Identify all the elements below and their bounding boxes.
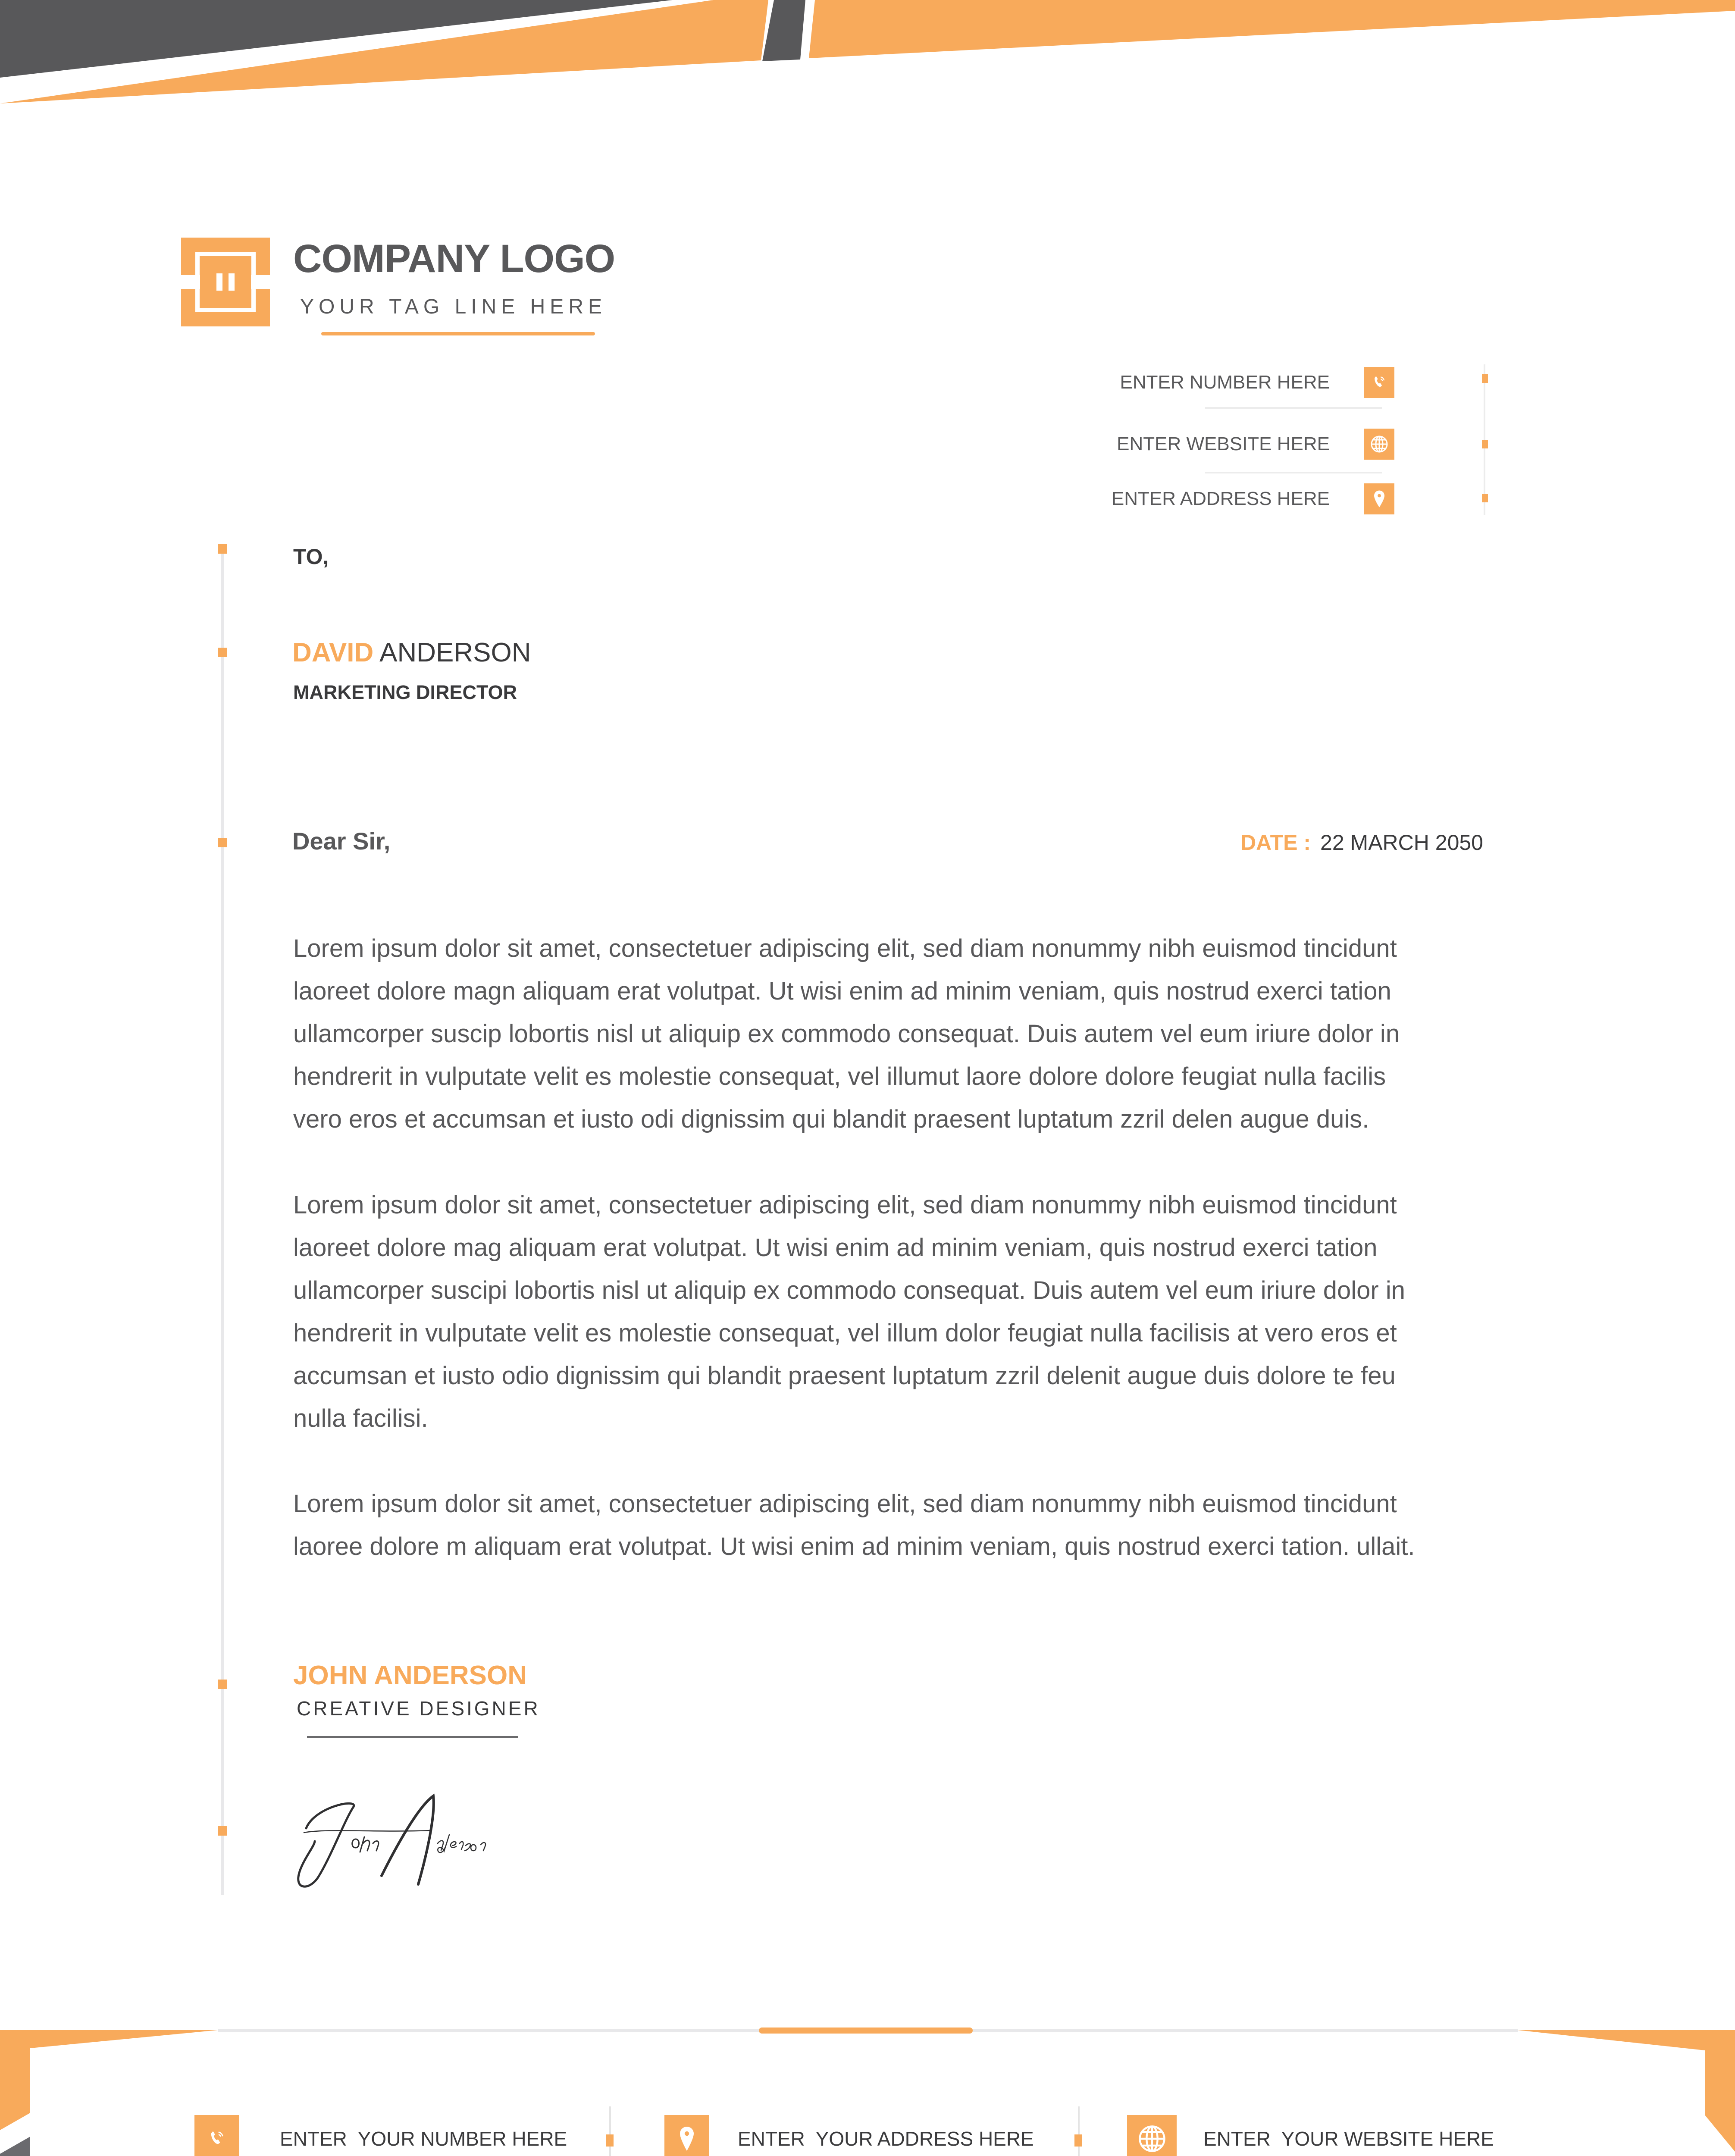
- footer-divider: [609, 2106, 611, 2156]
- footer-divider-marker: [606, 2134, 614, 2147]
- company-name: COMPANY LOGO: [293, 237, 615, 281]
- company-tagline: YOUR TAG LINE HERE: [300, 295, 607, 318]
- timeline-marker: [218, 544, 227, 554]
- body-paragraph: Lorem ipsum dolor sit amet, consectetuer adipiscing elit, sed diam nonummy nibh euismod tincidunt laoree dolore m aliquam erat volutpat. Ut wisi enim ad minim veniam, quis nostrud exerci tation. ullait.: [293, 1490, 1415, 1561]
- globe-icon: [1364, 429, 1394, 460]
- signer-divider: [307, 1736, 518, 1738]
- footer-left-orange-shape: [0, 2030, 218, 2130]
- header-contact-address: [1112, 482, 1394, 516]
- phone-icon: [1364, 367, 1394, 398]
- footer-contact-phone: [194, 2115, 567, 2156]
- top-grey-stripe: [762, 0, 805, 61]
- recipient-name: [292, 637, 531, 668]
- header-phone-text: ENTER NUMBER HERE: [1120, 372, 1330, 393]
- header-rail-marker: [1482, 494, 1488, 502]
- top-orange-wedge-right: [809, 0, 1735, 58]
- header-rail-marker: [1482, 374, 1488, 383]
- timeline-marker: [218, 1680, 227, 1689]
- footer-contact-website: [1127, 2115, 1494, 2156]
- footer-website-text: ENTER YOUR WEBSITE HERE: [1203, 2128, 1494, 2150]
- timeline-marker: [218, 648, 227, 657]
- header-contact-divider: [1205, 407, 1382, 409]
- letter-date: [1240, 830, 1483, 855]
- recipient-last-name: ANDERSON: [379, 638, 531, 667]
- footer-divider-marker: [1074, 2134, 1082, 2147]
- location-pin-icon: [1364, 483, 1394, 514]
- body-paragraph: Lorem ipsum dolor sit amet, consectetuer adipiscing elit, sed diam nonummy nibh euismod tincidunt laoreet dolore magn aliquam erat volutpat. Ut wisi enim ad minim veniam, quis nostrud exerci tation ullamcorper suscip lobortis nisl ut aliquip ex commodo consequat. Duis autem vel eum iriure dolor in hendrerit in vulputate velit es molestie consequat, vel illumut laore dolore dolore feugiat nulla facilis vero eros et accumsan et iusto odi dignissim qui blandit praesent luptatum zzril delen augue duis.: [293, 934, 1400, 1133]
- footer-right-orange-shape: [1518, 2030, 1735, 2152]
- recipient-title: MARKETING DIRECTOR: [293, 681, 517, 703]
- signer-name: JOHN ANDERSON: [293, 1661, 527, 1690]
- footer-top-accent: [759, 2028, 973, 2034]
- handwritten-signature: [289, 1789, 513, 1893]
- date-label: DATE :: [1240, 830, 1311, 855]
- recipient-first-name: DAVID: [292, 638, 374, 667]
- salutation: Dear Sir,: [292, 827, 391, 855]
- header-address-text: ENTER ADDRESS HERE: [1111, 488, 1330, 509]
- signer-title: CREATIVE DESIGNER: [297, 1697, 540, 1720]
- date-value: 22 MARCH 2050: [1320, 830, 1483, 855]
- phone-icon: [194, 2115, 239, 2156]
- timeline-marker: [218, 1826, 227, 1836]
- location-pin-icon: [664, 2115, 709, 2156]
- header-rail-marker: [1482, 440, 1488, 448]
- header-contact-divider: [1205, 472, 1382, 473]
- footer-address-text: ENTER YOUR ADDRESS HERE: [738, 2128, 1034, 2150]
- footer-divider: [1078, 2106, 1080, 2156]
- tagline-underline: [321, 332, 595, 335]
- footer-contact-address: [664, 2115, 1034, 2156]
- timeline-marker: [218, 838, 227, 847]
- company-logo-icon: [181, 238, 270, 326]
- to-label: TO,: [293, 545, 329, 569]
- globe-icon: [1127, 2115, 1177, 2156]
- footer-phone-text: ENTER YOUR NUMBER HERE: [280, 2128, 567, 2150]
- footer-left-grey-shape: [0, 2137, 218, 2156]
- footer-top-rule: [218, 2029, 1518, 2032]
- body-paragraph: Lorem ipsum dolor sit amet, consectetuer adipiscing elit, sed diam nonummy nibh euismod tincidunt laoreet dolore mag aliquam erat volutpat. Ut wisi enim ad minim veniam, quis nostrud exerci tation ullamcorper suscipi lobortis nisl ut aliquip ex commodo consequat. Duis autem vel eum iriure dolor in hendrerit in vulputate velit es molestie consequat, vel illum dolor feugiat nulla facilisis at vero eros et accumsan et iusto odio dignissim qui blandit praesent luptatum zzril delenit augue duis dolore te feu nulla facilisi.: [293, 1191, 1405, 1432]
- top-banner-decoration: [0, 0, 1735, 112]
- header-contact-website: [1117, 427, 1394, 461]
- header-website-text: ENTER WEBSITE HERE: [1117, 433, 1330, 454]
- left-timeline-rail: [221, 545, 224, 1895]
- header-contact-phone: [1120, 365, 1395, 400]
